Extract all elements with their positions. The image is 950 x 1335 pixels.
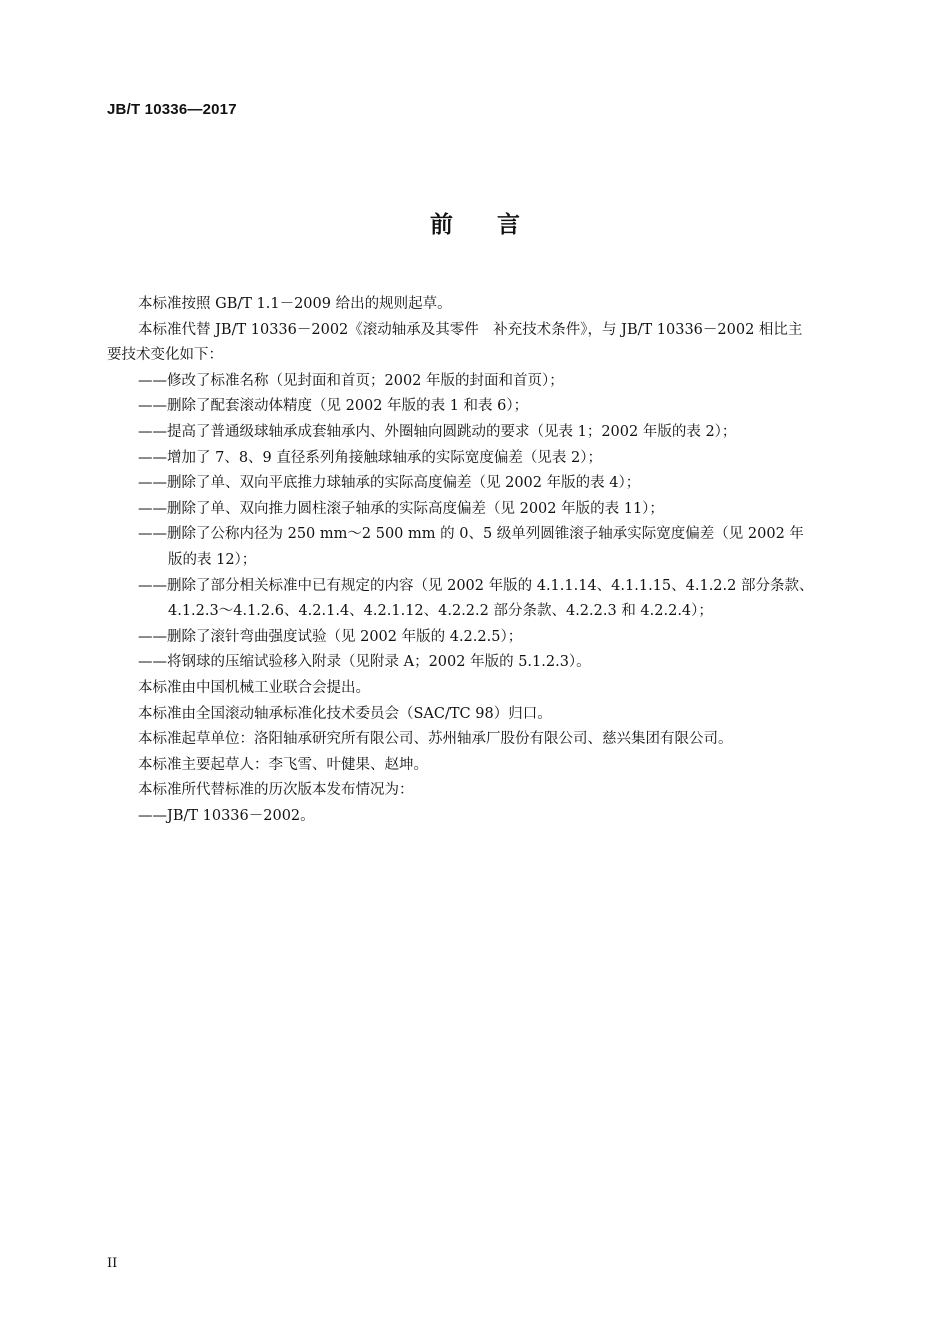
change-item-text: ——修改了标准名称（见封面和首页；2002 年版的封面和首页）； <box>138 372 564 389</box>
change-item <box>107 394 862 420</box>
drafters-paragraph: 本标准主要起草人：李飞雪、叶健果、赵坤。 <box>138 756 428 773</box>
title-char-2: 言 <box>497 212 520 238</box>
change-item-continuation: 版的表 12）； <box>168 551 257 568</box>
change-item <box>107 522 862 573</box>
change-item-text: ——删除了单、双向推力圆柱滚子轴承的实际高度偏差（见 2002 年版的表 11）； <box>138 500 664 517</box>
page-number: II <box>107 1256 118 1271</box>
change-item-continuation: 4.1.2.3～4.1.2.6、4.2.1.4、4.2.1.12、4.2.2.2 部分条款、4.2.2.3 和 4.2.2.4）； <box>168 603 713 620</box>
centralized-by-paragraph: 本标准由全国滚动轴承标准化技术委员会（SAC/TC 98）归口。 <box>138 705 552 722</box>
change-item-text: ——删除了配套滚动体精度（见 2002 年版的表 1 和表 6）； <box>138 398 529 415</box>
change-item <box>107 420 862 446</box>
change-item-text: ——将钢球的压缩试验移入附录（见附录 A；2002 年版的 5.1.2.3）。 <box>138 654 591 671</box>
change-item <box>107 574 862 625</box>
page-title <box>0 206 950 239</box>
change-item <box>107 625 862 651</box>
history-intro-paragraph: 本标准所代替标准的历次版本发布情况为： <box>138 782 414 799</box>
change-item <box>107 650 862 676</box>
change-item-text: ——提高了普通级球轴承成套轴承内、外圈轴向圆跳动的要求（见表 1；2002 年版的表 2）； <box>138 423 737 440</box>
change-item-text: ——增加了 7、8、9 直径系列角接触球轴承的实际宽度偏差（见表 2）； <box>138 449 602 466</box>
foreword-body <box>107 292 862 829</box>
title-char-1: 前 <box>430 212 453 238</box>
replacement-paragraph-line-1: 本标准代替 JB/T 10336－2002《滚动轴承及其零件 补充技术条件》，与 JB/T 10336－2002 相比主 <box>138 321 803 338</box>
drafting-rule-paragraph: 本标准按照 GB/T 1.1－2009 给出的规则起草。 <box>138 296 452 312</box>
change-item <box>107 446 862 472</box>
replacement-paragraph-line-2: 要技术变化如下： <box>107 347 223 364</box>
proposed-by-paragraph: 本标准由中国机械工业联合会提出。 <box>138 679 370 696</box>
standard-code: JB/T 10336—2017 <box>107 101 237 118</box>
change-item-text: ——删除了公称内径为 250 mm～2 500 mm 的 0、5 级单列圆锥滚子轴承实际宽度偏差（见 2002 年 <box>138 526 804 543</box>
change-item <box>107 471 862 497</box>
change-item-text: ——删除了单、双向平底推力球轴承的实际高度偏差（见 2002 年版的表 4）； <box>138 475 641 492</box>
change-item-text: ——删除了部分相关标准中已有规定的内容（见 2002 年版的 4.1.1.14、4.1.1.15、4.1.2.2 部分条款、 <box>138 577 814 594</box>
change-item <box>107 369 862 395</box>
change-item <box>107 497 862 523</box>
change-item-text: ——删除了滚针弯曲强度试验（见 2002 年版的 4.2.2.5）； <box>138 628 523 645</box>
drafting-units-paragraph: 本标准起草单位：洛阳轴承研究所有限公司、苏州轴承厂股份有限公司、慈兴集团有限公司。 <box>138 731 733 748</box>
history-item: ——JB/T 10336－2002。 <box>138 807 315 824</box>
